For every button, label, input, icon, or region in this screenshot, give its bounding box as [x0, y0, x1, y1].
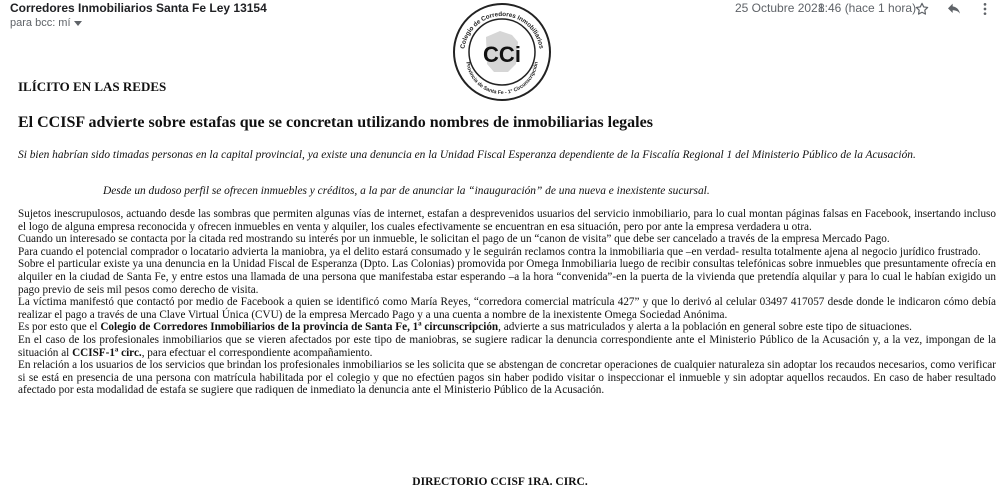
- text-run: , advierte a sus matriculados y alerta a la población en general sobre este tipo de situaciones.: [498, 321, 912, 334]
- text-run: Es por esto que el: [18, 321, 101, 334]
- paragraph: [18, 321, 996, 334]
- paragraph: Cuando un interesado se contacta por la citada red mostrando su interés por un inmueble, le solicitan el pago de un “canon de visita” que debe ser cancelado a través de la empresa Mercado Pago.: [18, 233, 890, 246]
- article-subhead: Desde un dudoso perfil se ofrecen inmuebles y créditos, a la par de anunciar la “inauguración” de una nueva e inexistente sucursal.: [103, 185, 710, 197]
- text-run: , para efectuar el correspondiente acompañamiento.: [141, 346, 373, 359]
- article-body: [18, 208, 996, 397]
- sender-name[interactable]: Corredores Inmobiliarios Santa Fe Ley 13154: [10, 1, 267, 15]
- svg-text:Provincia de Santa Fe - 1° Cir: Provincia de Santa Fe - 1° Circunscripción: [464, 61, 540, 97]
- paragraph: La víctima manifestó que contactó por medio de Facebook a quien se identificó como María Reyes, “corredora comercial matrícula 427” y que lo derivó al celular 03497 417057 desde donde le indicaron cómo debía realizar el pago a través de una Clave Virtual Única (CVU) de la empresa Mercado Pago y a una cuenta a nombre de la inexistente Omega Sociedad Anónima.: [18, 296, 996, 321]
- signature: DIRECTORIO CCISF 1RA. CIRC.: [412, 476, 588, 488]
- reply-icon[interactable]: [945, 0, 963, 18]
- text-run: En el caso de los profesionales inmobiliarios que se vieren afectados por este tipo de maniobras, se sugiere radicar la denuncia correspondiente ante el Ministerio Público de la Acusación y, a la vez, impongan de la situación al: [18, 333, 996, 359]
- article-headline: El CCISF advierte sobre estafas que se concretan utilizando nombres de inmobiliarias legales: [18, 114, 653, 131]
- more-vertical-icon[interactable]: [976, 0, 994, 18]
- svg-text:Colegio de Corredores Inmobili: Colegio de Corredores Inmobiliarios: [459, 10, 545, 50]
- paragraph: Sobre el particular existe ya una denuncia en la Unidad Fiscal de Esperanza (Dpto. Las Colonias) promovida por Omega Inmobiliaria luego de recibir consultas telefónicas sobre inmuebles que presuntamente ofrecía en alquiler en la ciudad de Santa Fe, y entre estos una llamada de una persona que manifestaba estar esperando –a la hora “convenida”-en la puerta de la vivienda que pretendía alquilar y para lo cual le habían exigido un pago previo de seis mil pesos como derecho de visita.: [18, 258, 996, 296]
- text-run-bold: Colegio de Corredores Inmobiliarios de la provincia de Santa Fe, 1ª circunscripción: [100, 321, 499, 334]
- paragraph: Sujetos inescrupulosos, actuando desde las sombras que permiten algunas vías de internet, estafan a desprevenidos usuarios del servicio inmobiliario, para lo cual montan páginas falsas en Facebook, insertando incluso el logo de alguna empresa reconocida y ofrecen inmuebles en venta y alquiler, los cuales efectivamente se encuentran en esa situación, pero por ante la empresa verdadera u otra.: [18, 208, 996, 233]
- article-kicker: ILÍCITO EN LAS REDES: [18, 79, 167, 94]
- recipient-label: para bcc: mí: [10, 17, 71, 29]
- svg-text:CCi: CCi: [483, 42, 521, 67]
- email-time: 8:46 (hace 1 hora): [818, 1, 917, 15]
- chevron-down-icon[interactable]: [74, 21, 82, 26]
- paragraph: Para cuando el potencial comprador o locatario advierta la maniobra, ya el delito estará consumado y le seguirán reclamos contra la inmobiliaria que –en verdad- resulta totalmente ajena al negocio jurídico frustrado.: [18, 245, 981, 258]
- star-icon[interactable]: [913, 0, 931, 18]
- email-date: 25 Octubre 2021: [735, 1, 825, 15]
- text-run-bold: CCISF-1ª circ.: [72, 346, 142, 359]
- recipient-details[interactable]: [10, 17, 82, 29]
- article-lead: Si bien habrían sido timadas personas en la capital provincial, ya existe una denuncia en la Unidad Fiscal Esperanza dependiente de la Fiscalía Regional 1 del Ministerio Público de la Acusación.: [18, 149, 916, 161]
- paragraph: [18, 334, 996, 359]
- paragraph: En relación a los usuarios de los servicios que brindan los profesionales inmobiliarios se les solicita que se abstengan de concretar operaciones de cualquier naturaleza sin adoptar los recaudos necesarios, como verificar si se está en presencia de una persona con matrícula habilitada por el colegio y que no efectúen pagos sin haber podido visitar o inspeccionar el inmueble y sin adoptar aquellos recaudos. En caso de haber resultado afectado por esta modalidad de estafa se sugiere que radiquen de inmediato la denuncia ante el Ministerio Público de la Acusación.: [18, 359, 996, 397]
